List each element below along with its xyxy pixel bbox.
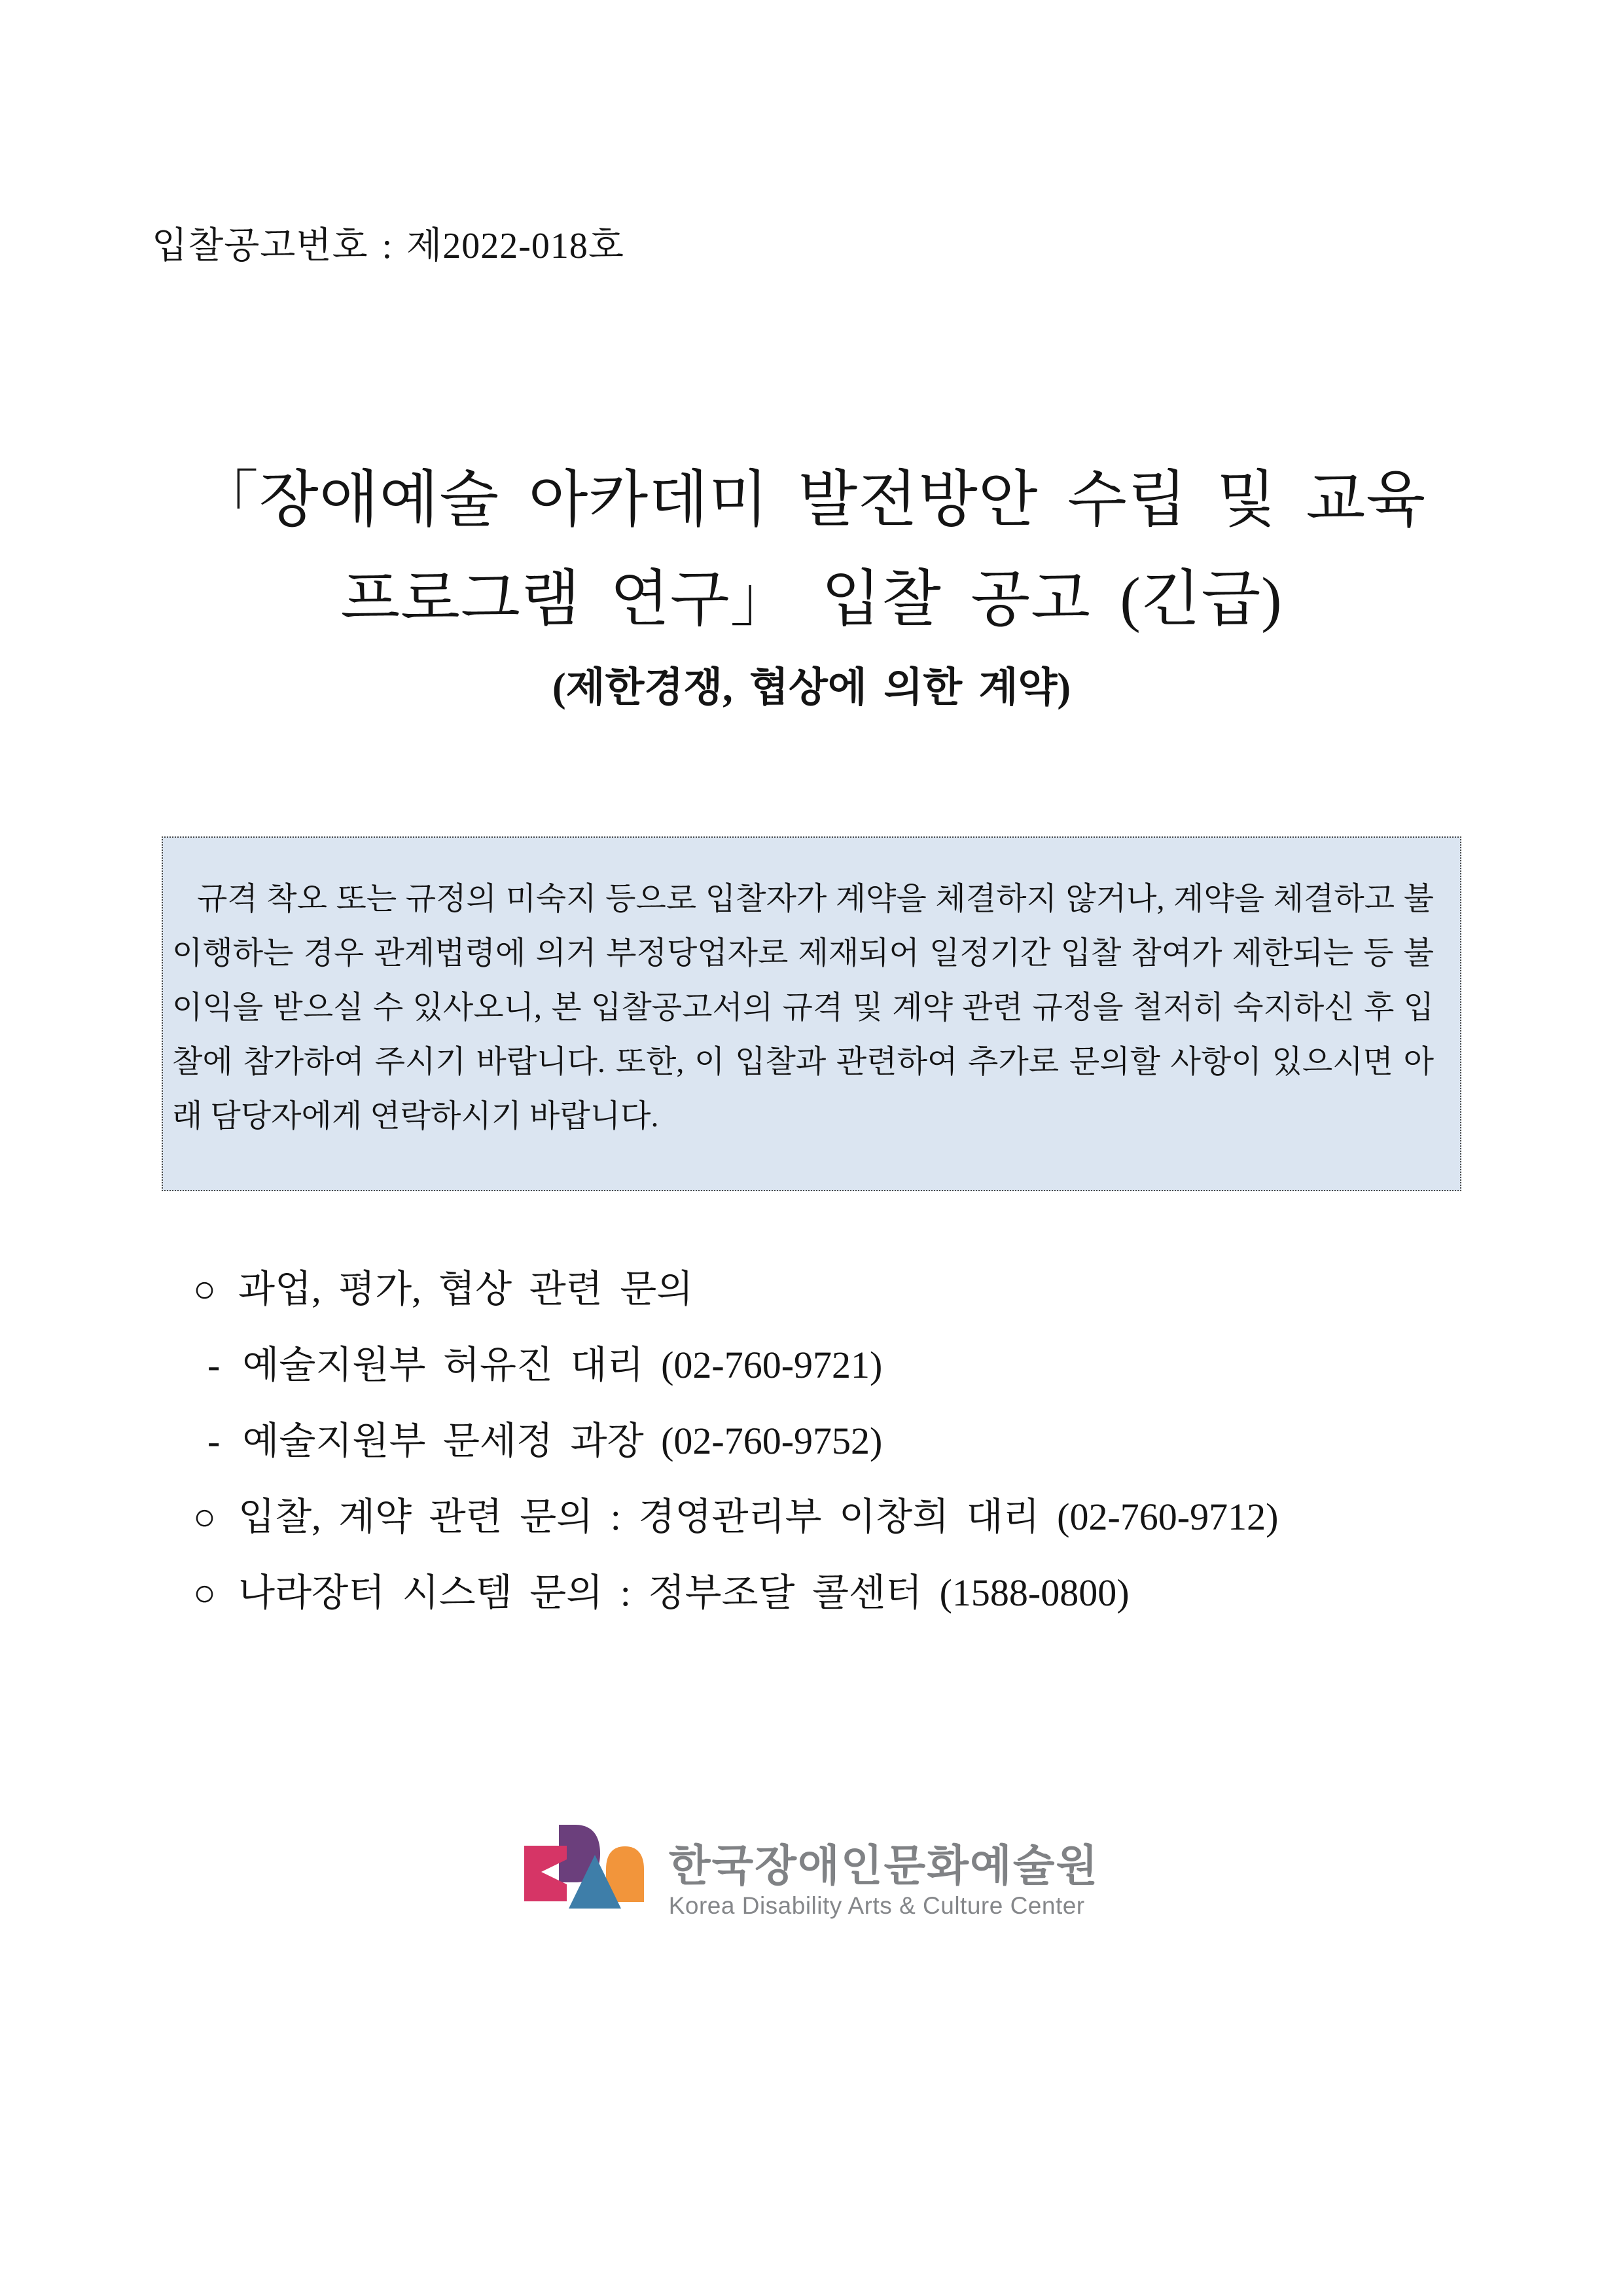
bullet-circle-icon: ○ <box>193 1571 217 1614</box>
dash-icon: - <box>207 1344 221 1386</box>
contact-subitem <box>193 1403 1278 1479</box>
notice-text: 규격 착오 또는 규정의 미숙지 등으로 입찰자가 계약을 체결하지 않거나, 계약을 체결하고 불이행하는 경우 관계법령에 의거 부정당업자로 제재되어 일정기간 입찰 참여가 제한되는 등 불이익을 받으실 수 있사오니, 본 입찰공고서의 규격 및 계약 관련 규정을 철저히 숙지하신 후 입찰에 참가하여 주시기 바랍니다. 또한, 이 입찰과 관련하여 추가로 문의할 사항이 있으시면 아래 담당자에게 연락하시기 바랍니다. <box>172 882 1434 1134</box>
contact-list <box>193 1251 1278 1631</box>
title-line-2: 프로그램 연구」 입찰 공고 (긴급) <box>340 565 1283 634</box>
contact-item <box>193 1555 1278 1631</box>
kdac-logo-mark <box>524 1825 644 1909</box>
logo-english-name: Korea Disability Arts & Culture Center <box>668 1892 1085 1919</box>
dash-icon: - <box>207 1420 221 1462</box>
bullet-circle-icon: ○ <box>193 1496 217 1538</box>
contact-text: 과업, 평가, 협상 관련 문의 <box>238 1268 694 1310</box>
contact-item <box>193 1479 1278 1555</box>
contact-text: 입찰, 계약 관련 문의 : 경영관리부 이창희 대리 (02-760-9712) <box>238 1496 1279 1538</box>
bullet-circle-icon: ○ <box>193 1268 217 1310</box>
document-subtitle: (제한경쟁, 협상에 의한 계약) <box>552 666 1071 710</box>
contact-text: 예술지원부 허유진 대리 (02-760-9721) <box>242 1344 883 1386</box>
document-title <box>0 450 1623 649</box>
contact-text: 나라장터 시스템 문의 : 정부조달 콜센터 (1588-0800) <box>238 1571 1130 1614</box>
notice-box <box>162 836 1461 1191</box>
contact-item <box>193 1251 1278 1327</box>
logo-korean-name: 한국장애인문화예술원 <box>668 1841 1099 1890</box>
bid-notice-number: 입찰공고번호 : 제2022-018호 <box>152 226 624 266</box>
contact-text: 예술지원부 문세정 과장 (02-760-9752) <box>242 1420 883 1462</box>
logo-text-block <box>668 1841 1099 1919</box>
contact-subitem <box>193 1327 1278 1403</box>
footer-logo <box>0 1825 1623 1919</box>
title-line-1: 「장애예술 아카데미 발전방안 수립 및 교육 <box>196 466 1427 534</box>
